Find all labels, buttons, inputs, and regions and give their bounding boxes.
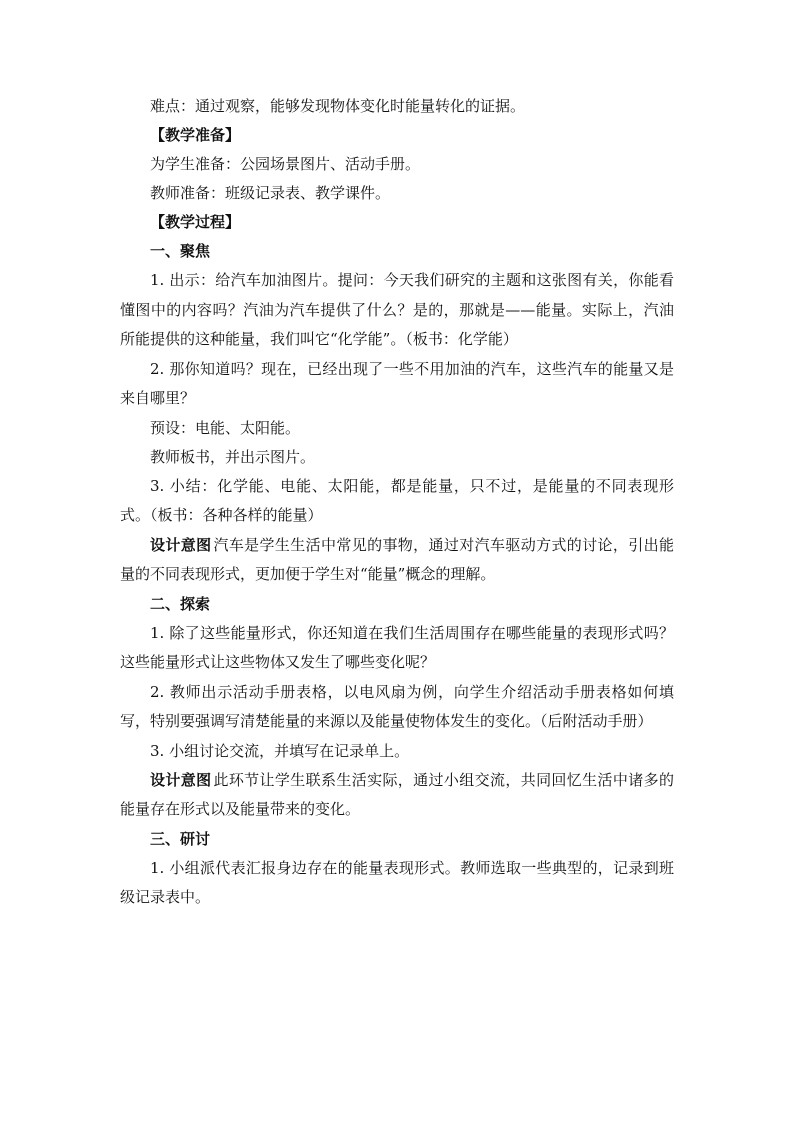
focus-design-intent (120, 531, 674, 590)
design-intent-text: 此环节让学生联系生活实际，通过小组交流，共同回忆生活中诸多的能量存在形式以及能量带来的变化。 (120, 770, 674, 818)
teaching-process-heading: 【教学过程】 (150, 213, 241, 231)
explore-paragraph-3: 3. 小组讨论交流，并填写在记录单上。 (150, 741, 410, 760)
prep-students-line: 为学生准备：公园场景图片、活动手册。 (150, 155, 421, 173)
focus-paragraph-1: 1. 出示：给汽车加油图片。提问：今天我们研究的主题和这张图有关，你能看懂图中的内容吗？汽油为汽车提供了什么？是的，那就是——能量。实际上，汽油所能提供的这种能量，我们叫它“化学能”。（板书：化学能） (120, 271, 674, 348)
prep-teacher-line: 教师准备：班级记录表、教学课件。 (150, 184, 391, 202)
focus-paragraph-2: 2. 那你知道吗？现在，已经出现了一些不用加油的汽车，这些汽车的能量又是来自哪里？ (120, 359, 674, 407)
focus-board-line: 教师板书，并出示图片。 (150, 447, 316, 466)
section-focus-heading: 一、聚焦 (150, 242, 211, 260)
design-intent-text: 汽车是学生生活中常见的事物，通过对汽车驱动方式的讨论，引出能量的不同表现形式，更加便于学生对“能量”概念的理解。 (120, 535, 674, 583)
explore-paragraph-2: 2. 教师出示活动手册表格，以电风扇为例，向学生介绍活动手册表格如何填写，特别要强调写清楚能量的来源以及能量使物体发生的变化。（后附活动手册） (120, 682, 674, 730)
design-intent-label: 设计意图 (150, 535, 212, 554)
document-page (120, 92, 674, 913)
focus-preset-line: 预设：电能、太阳能。 (150, 418, 301, 437)
section-discuss-heading: 三、研讨 (150, 829, 211, 848)
discuss-paragraph-1: 1. 小组派代表汇报身边存在的能量表现形式。教师选取一些典型的，记录到班级记录表中。 (120, 858, 674, 906)
explore-paragraph-1: 1. 除了这些能量形式，你还知道在我们生活周围存在哪些能量的表现形式吗？这些能量形式让这些物体又发生了哪些变化呢？ (120, 623, 674, 671)
design-intent-label: 设计意图 (150, 770, 212, 789)
section-explore-heading: 二、探索 (150, 594, 211, 613)
explore-design-intent (120, 766, 674, 825)
focus-paragraph-3: 3. 小结：化学能、电能、太阳能，都是能量，只不过，是能量的不同表现形式。（板书：各种各样的能量） (120, 476, 674, 524)
teaching-prep-heading: 【教学准备】 (150, 126, 241, 144)
difficulty-line: 难点：通过观察，能够发现物体变化时能量转化的证据。 (150, 97, 526, 115)
